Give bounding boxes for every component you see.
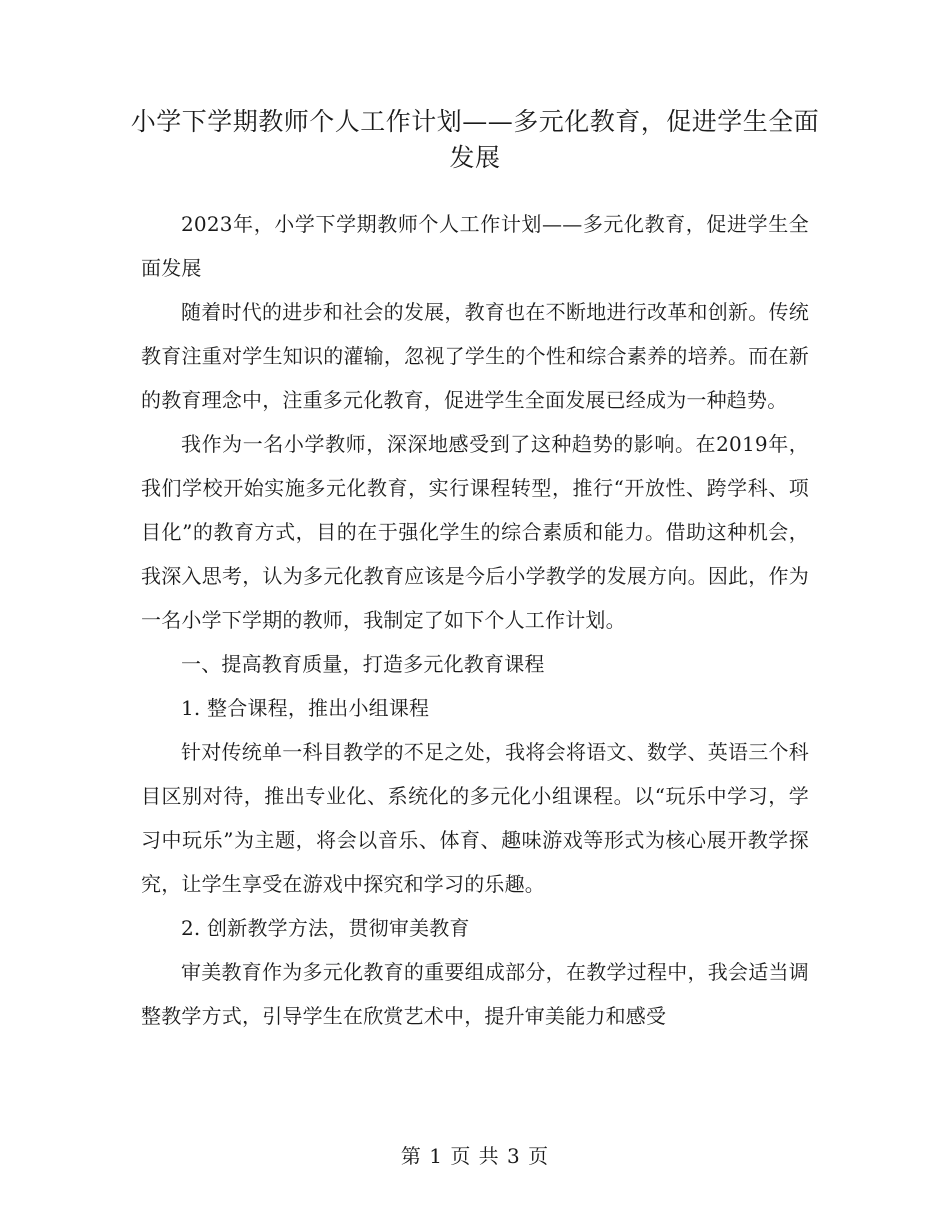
page-number-footer: 第 1 页 共 3 页 [400, 1144, 550, 1168]
section-heading-1: 一、提高教育质量，打造多元化教育课程 [181, 652, 545, 676]
paragraph-aesthetic: 审美教育作为多元化教育的重要组成部分，在教学过程中，我会适当调整教学方式，引导学生在欣赏艺术中，提升审美能力和感受 [141, 960, 809, 1028]
document-title: 小学下学期教师个人工作计划——多元化教育，促进学生全面发展 [130, 107, 820, 172]
paragraph-group-courses: 针对传统单一科目教学的不足之处，我将会将语文、数学、英语三个科目区别对待，推出专业化、系统化的多元化小组课程。以“玩乐中学习，学习中玩乐”为主题，将会以音乐、体育、趣味游戏等形式为核心展开教学探究，让学生享受在游戏中探究和学习的乐趣。 [141, 740, 809, 896]
paragraph-personal: 我作为一名小学教师，深深地感受到了这种趋势的影响。在2019年，我们学校开始实施多元化教育，实行课程转型，推行“开放性、跨学科、项目化”的教育方式，目的在于强化学生的综合素质和能力。借助这种机会，我深入思考，认为多元化教育应该是今后小学教学的发展方向。因此，作为一名小学下学期的教师，我制定了如下个人工作计划。 [141, 432, 809, 632]
paragraph-intro: 2023年，小学下学期教师个人工作计划——多元化教育，促进学生全面发展 [141, 212, 809, 280]
paragraph-background: 随着时代的进步和社会的发展，教育也在不断地进行改革和创新。传统教育注重对学生知识的灌输，忽视了学生的个性和综合素养的培养。而在新的教育理念中，注重多元化教育，促进学生全面发展已经成为一种趋势。 [141, 300, 809, 412]
subsection-heading-2: 2. 创新教学方法，贯彻审美教育 [181, 916, 470, 940]
document-body [141, 202, 809, 1038]
subsection-heading-1: 1. 整合课程，推出小组课程 [181, 696, 430, 720]
